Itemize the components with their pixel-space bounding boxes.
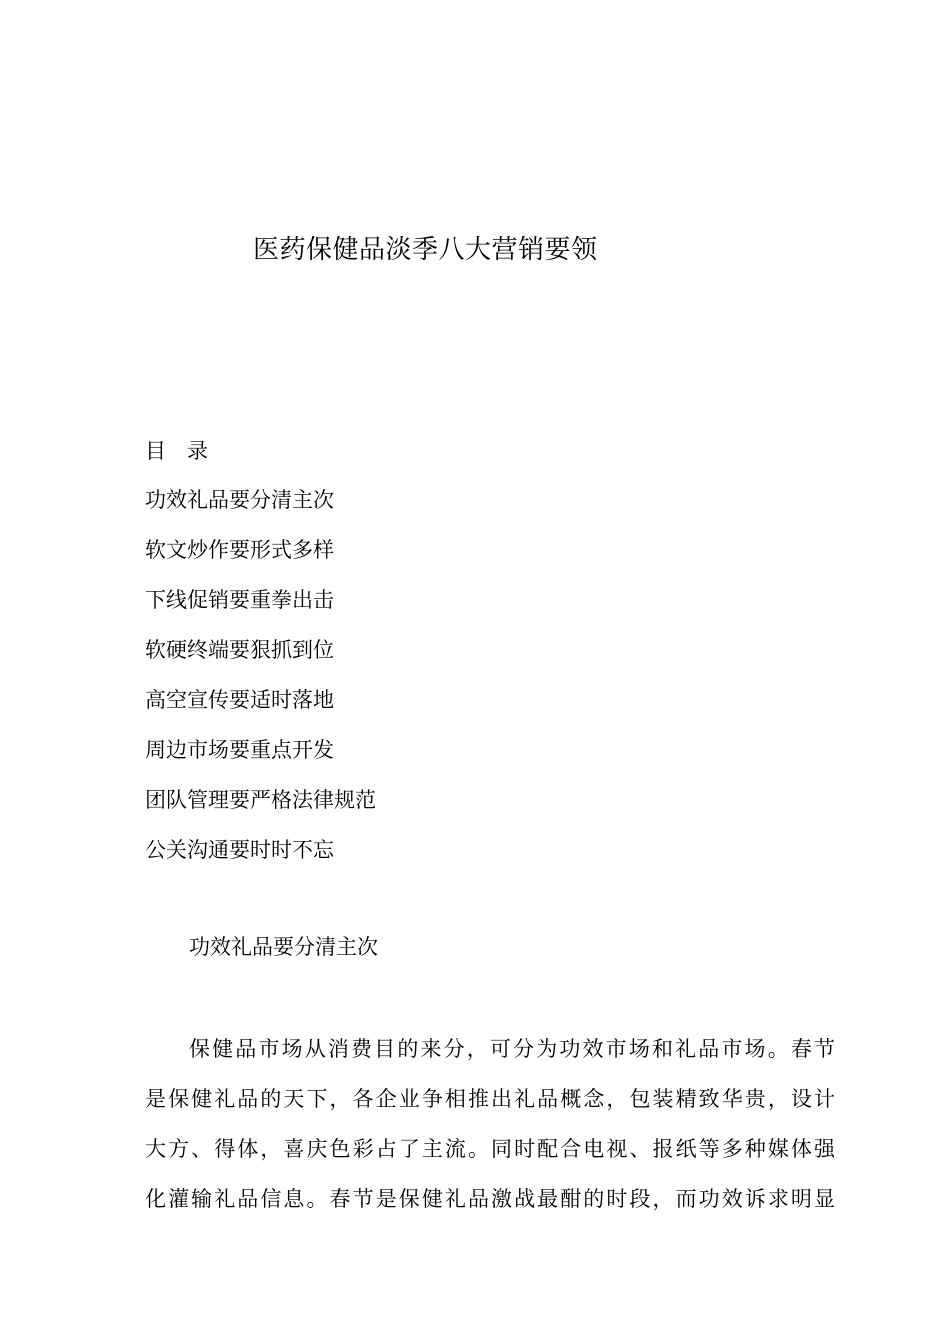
- toc-item: 团队管理要严格法律规范: [145, 788, 376, 812]
- toc-item: 高空宣传要适时落地: [145, 688, 334, 712]
- toc-heading: [145, 436, 208, 466]
- paragraph-line: 保健品市场从消费目的来分，可分为功效市场和礼品市场。春节: [189, 1037, 835, 1061]
- toc-item: 公关沟通要时时不忘: [145, 838, 334, 862]
- toc-item: 功效礼品要分清主次: [145, 488, 334, 512]
- toc-item: 软硬终端要狠抓到位: [145, 638, 334, 662]
- toc-heading-left: 目: [145, 439, 166, 463]
- toc-heading-right: 录: [187, 439, 208, 463]
- toc-item: 下线促销要重拳出击: [145, 588, 334, 612]
- toc-list: [145, 485, 376, 885]
- document-title: 医药保健品淡季八大营销要领: [253, 235, 598, 265]
- toc-item: 软文炒作要形式多样: [145, 538, 334, 562]
- paragraph-line: 是保健礼品的天下，各企业争相推出礼品概念，包装精致华贵，设计: [145, 1087, 835, 1111]
- paragraph-line: 化灌输礼品信息。春节是保健礼品激战最酣的时段，而功效诉求明显: [145, 1187, 835, 1211]
- paragraph-line: 大方、得体，喜庆色彩占了主流。同时配合电视、报纸等多种媒体强: [145, 1137, 835, 1161]
- section-heading: 功效礼品要分清主次: [189, 935, 378, 959]
- toc-item: 周边市场要重点开发: [145, 738, 334, 762]
- section-paragraph: [145, 1032, 835, 1232]
